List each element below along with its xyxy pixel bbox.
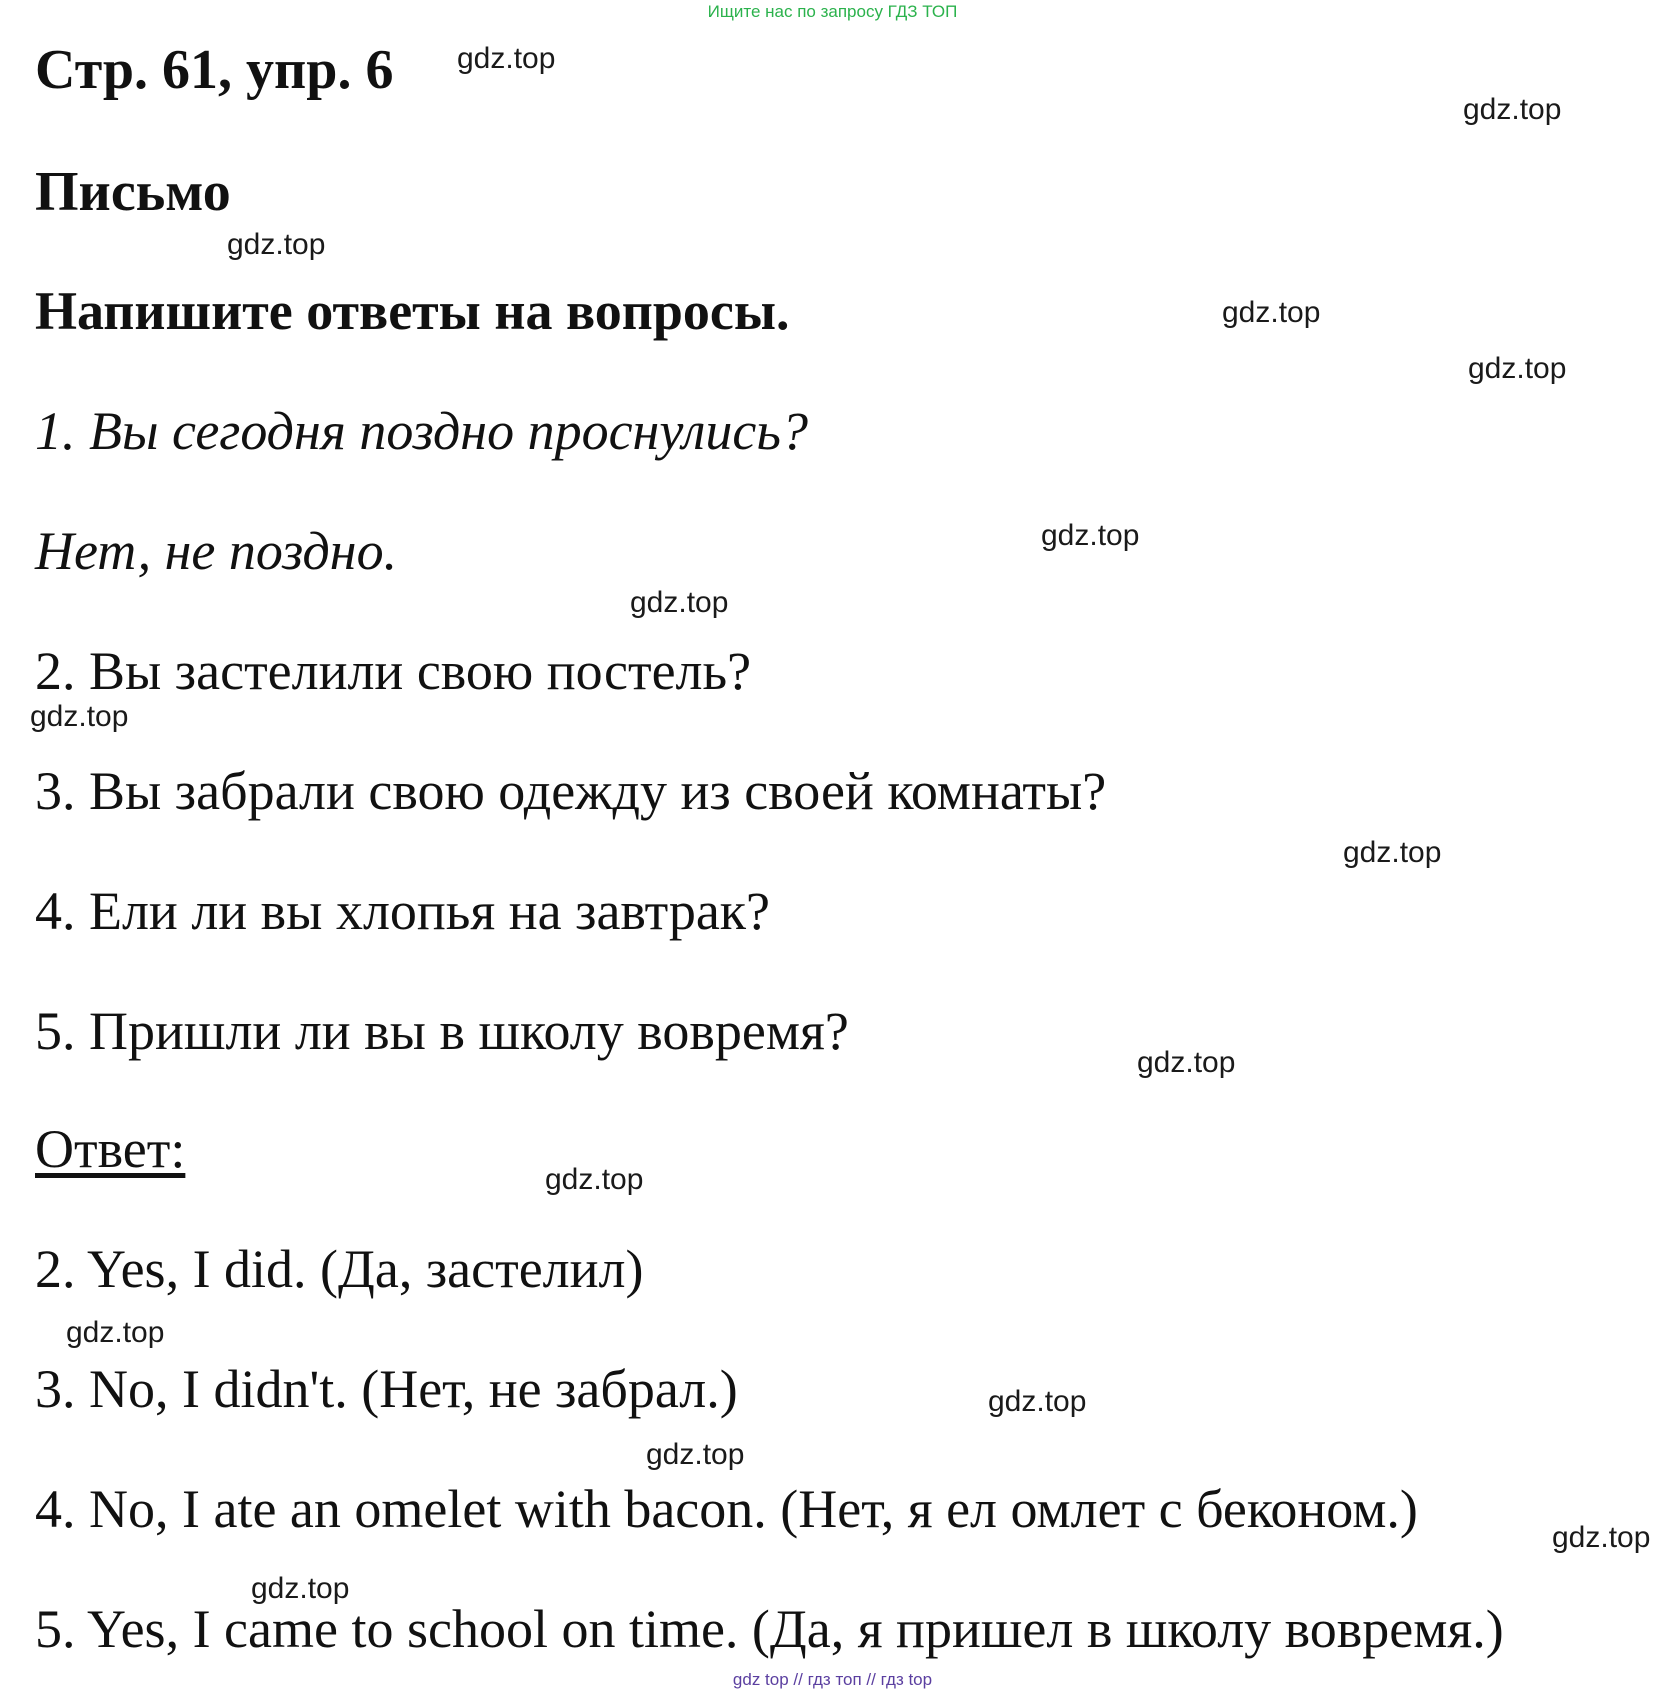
footer-watermark: gdz top // гдз топ // гдз top [732,1670,933,1689]
watermark: gdz.top [251,1572,350,1605]
watermark: gdz.top [545,1163,644,1196]
answer-5: 5. Yes, I came to school on time. (Да, я пришел в школу вовремя.) [35,1599,1504,1659]
answer-4: 4. No, I ate an omelet with bacon. (Нет, я ел омлет с беконом.) [35,1479,1418,1539]
watermark: gdz.top [66,1316,165,1349]
watermark: gdz.top [1468,352,1567,385]
question-4: 4. Ели ли вы хлопья на завтрак? [35,881,771,941]
page-title: Стр. 61, упр. 6 [35,39,394,101]
section-heading: Письмо [35,161,231,223]
question-2: 2. Вы застелили свою постель? [35,641,752,701]
top-banner: Ищите нас по запросу ГДЗ ТОП [707,2,958,21]
question-1: 1. Вы сегодня поздно проснулись? [35,401,808,461]
watermark: gdz.top [1343,836,1442,869]
instruction-text: Напишите ответы на вопросы. [35,281,790,341]
watermark: gdz.top [227,228,326,261]
watermark: gdz.top [1552,1521,1651,1554]
question-3: 3. Вы забрали свою одежду из своей комнаты? [35,761,1107,821]
watermark: gdz.top [1222,296,1321,329]
watermark: gdz.top [1137,1046,1236,1079]
answer-3: 3. No, I didn't. (Нет, не забрал.) [35,1359,738,1419]
watermark: gdz.top [646,1438,745,1471]
watermark: gdz.top [1041,519,1140,552]
question-1-example-answer: Нет, не поздно. [35,521,398,581]
watermark: gdz.top [457,42,556,75]
watermark: gdz.top [1463,93,1562,126]
watermark: gdz.top [988,1385,1087,1418]
question-5: 5. Пришли ли вы в школу вовремя? [35,1001,849,1061]
watermark: gdz.top [630,586,729,619]
watermark: gdz.top [30,700,129,733]
answer-2: 2. Yes, I did. (Да, застелил) [35,1239,644,1299]
answer-heading: Ответ: [35,1119,186,1179]
